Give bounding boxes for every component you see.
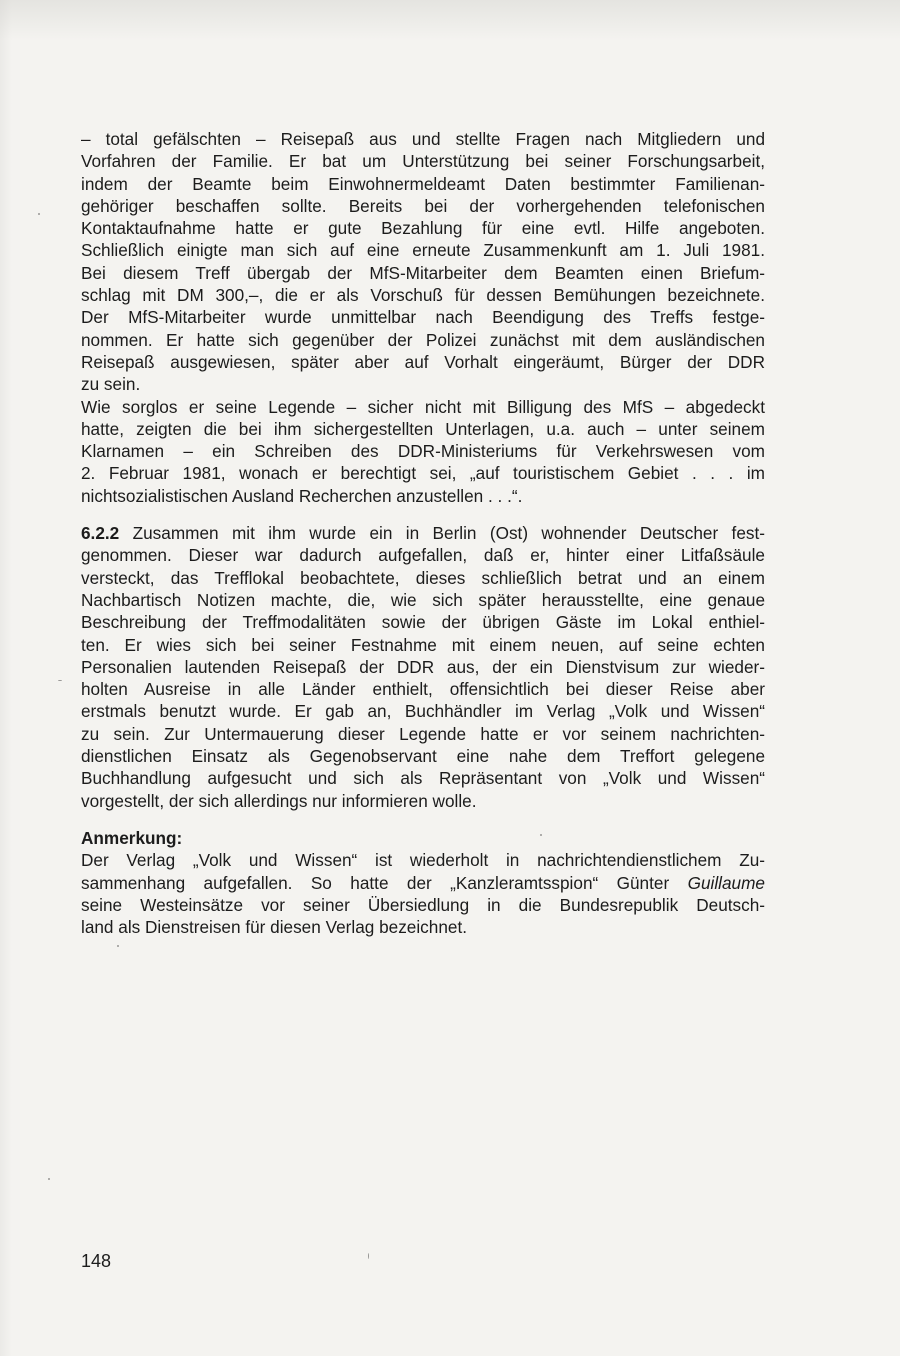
text-line: Kontaktaufnahme hatte er gute Bezahlung für eine evtl. Hilfe angeboten. — [81, 218, 765, 239]
note-block — [81, 827, 765, 938]
scan-speck — [117, 945, 119, 947]
text-line: Beschreibung der Treffmodalitäten sowie der übrigen Gäste im Lokal enthiel- — [81, 612, 765, 633]
text-line: Der MfS-Mitarbeiter wurde unmittelbar nach Beendigung des Treffs festge- — [81, 307, 765, 328]
text-line: Der Verlag „Volk und Wissen“ ist wiederholt in nachrichtendienstlichem Zu- — [81, 850, 765, 871]
section-number: 6.2.2 — [81, 523, 120, 544]
scan-speck — [540, 834, 542, 836]
paragraph-2 — [81, 522, 765, 812]
text-line: holten Ausreise in alle Länder enthielt, offensichtlich bei dieser Reise aber — [81, 679, 765, 700]
italic-name: Guillaume — [687, 872, 765, 893]
text-line: Schließlich einigte man sich auf eine erneute Zusammenkunft am 1. Juli 1981. — [81, 240, 765, 261]
text-line: Wie sorglos er seine Legende – sicher nicht mit Billigung des MfS – abgedeckt — [81, 396, 765, 417]
text-line: genommen. Dieser war dadurch aufgefallen, daß er, hinter einer Litfaßsäule — [81, 545, 765, 566]
text-line: Personalien lautenden Reisepaß der DDR aus, der ein Dienstvisum zur wieder- — [81, 656, 765, 677]
scan-speck — [48, 1178, 50, 1180]
scan-speck — [58, 680, 62, 681]
text-line: – total gefälschten – Reisepaß aus und stellte Fragen nach Mitgliedern und — [81, 129, 765, 149]
text-line: Nachbartisch Notizen machte, die, wie sich später herausstellte, eine genaue — [81, 589, 765, 610]
text-line: Zusammen mit ihm wurde ein in Berlin (Ost) wohnender Deutscher fest- — [132, 523, 765, 544]
text-line: schlag mit DM 300,–, die er als Vorschuß für dessen Bemühungen bezeichnete. — [81, 285, 765, 306]
text-line-with-italic-name — [81, 872, 765, 894]
text-line: Reisepaß ausgewiesen, später aber auf Vorhalt eingeräumt, Bürger der DDR — [81, 351, 765, 372]
text-segment: sammenhang aufgefallen. So hatte der „Kanzleramtsspion“ Günter — [81, 872, 670, 893]
text-line: vorgestellt, der sich allerdings nur informieren wolle. — [81, 790, 477, 811]
text-line: 2. Februar 1981, wonach er berechtigt sei, „auf touristischem Gebiet . . . im — [81, 463, 765, 484]
text-line: gehöriger beschaffen sollte. Bereits bei der vorhergehenden telefonischen — [81, 195, 765, 216]
text-line: zu sein. Zur Untermauerung dieser Legende hatte er vor seinem nachrichten- — [81, 723, 765, 744]
text-line: Klarnamen – ein Schreiben des DDR-Ministeriums für Verkehrswesen vom — [81, 441, 765, 462]
text-line: nommen. Er hatte sich gegenüber der Polizei zunächst mit dem ausländischen — [81, 329, 765, 350]
text-line: erstmals benutzt wurde. Er gab an, Buchhändler im Verlag „Volk und Wissen“ — [81, 701, 765, 722]
text-column — [81, 128, 765, 938]
text-line: ten. Er wies sich bei seiner Festnahme mit einem neuen, auf seine echten — [81, 634, 765, 655]
text-line: Bei diesem Treff übergab der MfS-Mitarbeiter dem Beamten einen Briefum- — [81, 262, 765, 283]
text-line: nichtsozialistischen Ausland Recherchen anzustellen . . .“. — [81, 485, 523, 506]
scan-speck — [368, 1253, 369, 1259]
text-line: indem der Beamte beim Einwohnermeldeamt Daten bestimmter Familienan- — [81, 173, 765, 194]
page-number: 148 — [81, 1251, 112, 1271]
text-line: land als Dienstreisen für diesen Verlag bezeichnet. — [81, 917, 467, 938]
text-line: zu sein. — [81, 374, 141, 395]
text-line: hatte, zeigten die bei ihm sichergestellten Unterlagen, u.a. auch – unter seinem — [81, 418, 765, 439]
text-line: Vorfahren der Familie. Er bat um Unterstützung bei seiner Forschungsarbeit, — [81, 151, 765, 172]
paragraph-1 — [81, 128, 765, 507]
note-heading: Anmerkung: — [81, 827, 183, 848]
scan-speck — [38, 213, 40, 215]
text-line: dienstlichen Einsatz als Gegenobservant eine nahe dem Treffort gelegene — [81, 746, 765, 767]
text-line: versteckt, das Trefflokal beobachtete, dieses schließlich betrat und an einem — [81, 567, 765, 588]
text-line: seine Westeinsätze vor seiner Übersiedlung in die Bundesrepublik Deutsch- — [81, 894, 765, 915]
text-line: Buchhandlung aufgesucht und sich als Repräsentant von „Volk und Wissen“ — [81, 768, 765, 789]
text-line-with-section-number — [81, 522, 765, 544]
paragraph-gap — [81, 507, 765, 522]
paragraph-gap — [81, 812, 765, 827]
